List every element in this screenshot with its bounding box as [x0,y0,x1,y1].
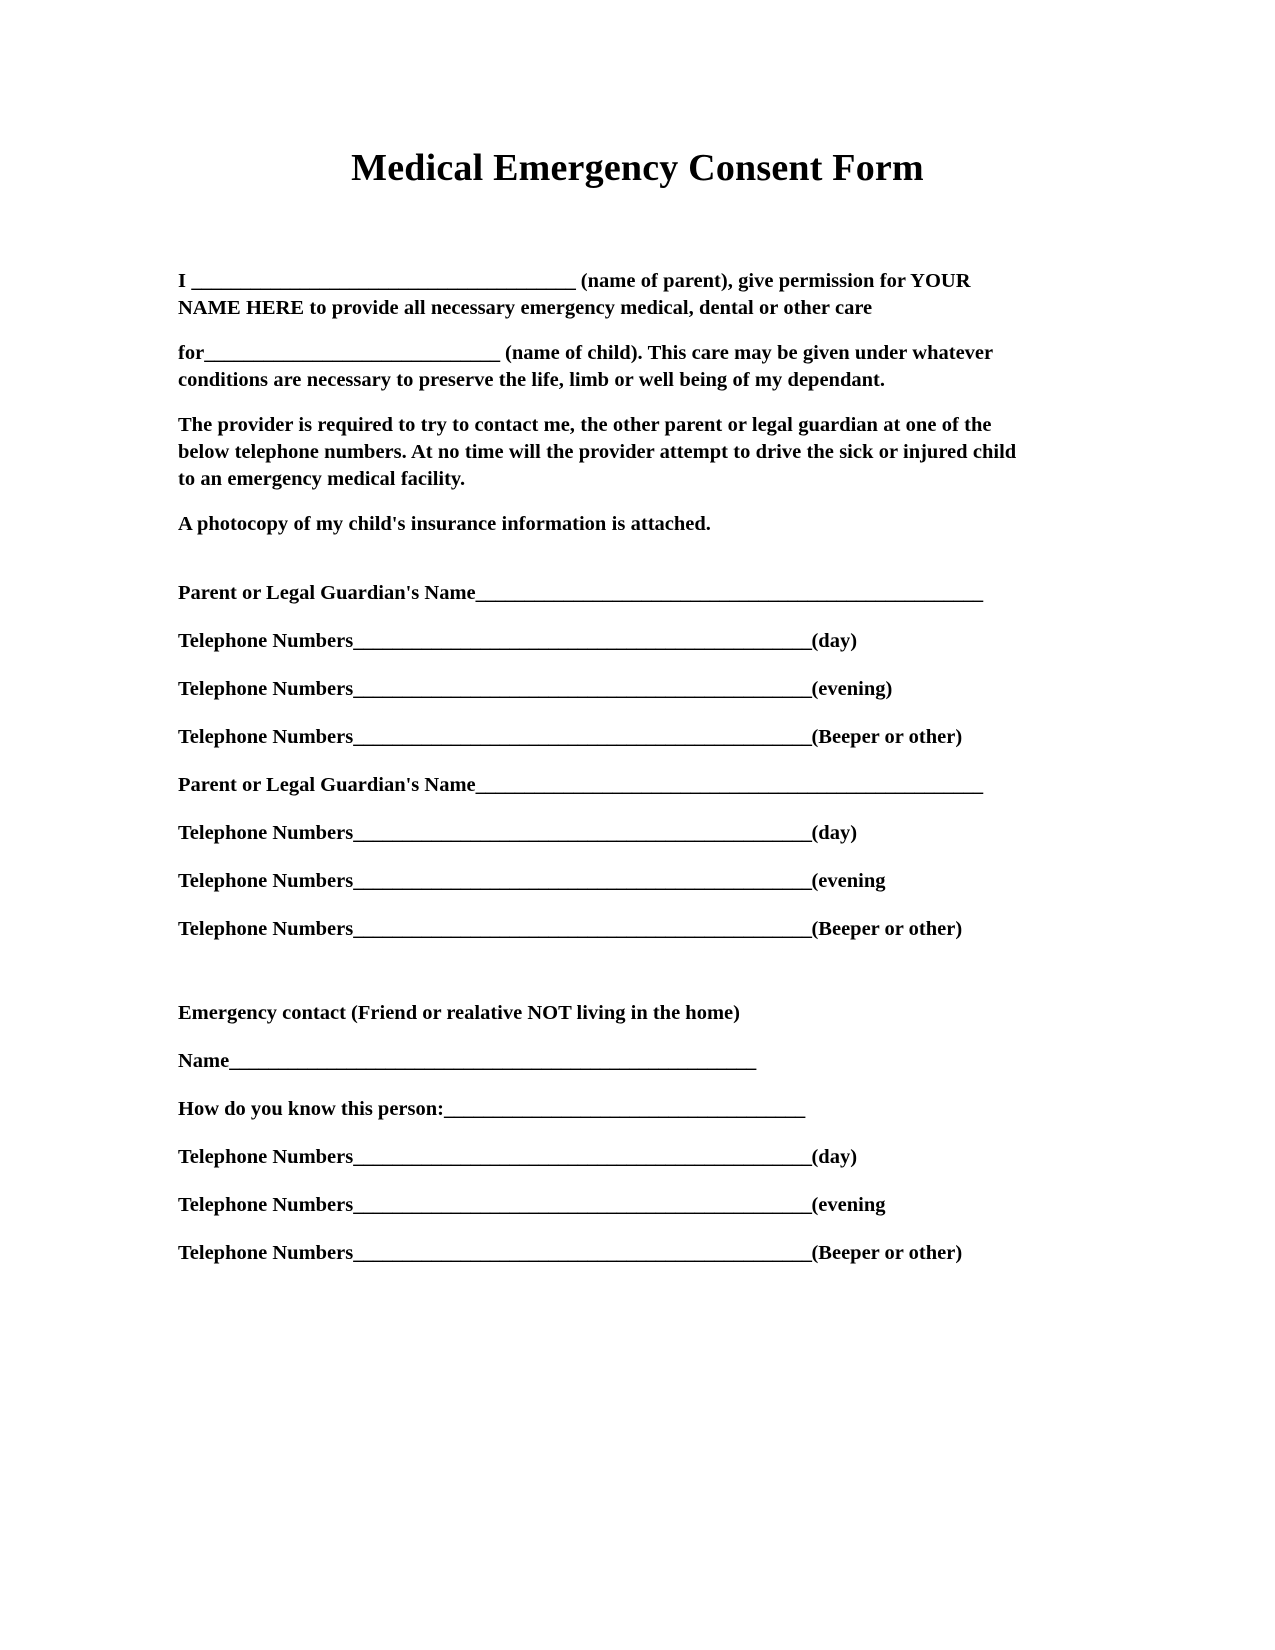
field-label: Telephone Numbers [178,1241,354,1264]
document-body [178,268,1038,1288]
provider-contact-text: The provider is required to try to contact me, the other parent or legal guardian at one of the below telephone numbers. At no time will the provider attempt to drive the sick or injured child to an emergency medical facility. [178,414,1017,490]
field-emergency-contact-phone-beeper[interactable] [178,1240,1038,1266]
field-label: Telephone Numbers [178,1193,354,1216]
field-label: Telephone Numbers [178,821,354,844]
field-blank-rule[interactable]: _______________________________________________ [353,629,812,652]
field-label: Telephone Numbers [178,917,354,940]
consent-child-text-lead: for [178,342,205,365]
field-blank-rule[interactable]: _______________________________________________ [353,821,812,844]
field-suffix: (day) [811,821,858,844]
field-suffix: (evening) [811,677,893,700]
field-guardian-1-name[interactable] [178,580,1038,606]
field-suffix: (evening [811,1193,886,1216]
paragraph-consent-child [178,340,1038,393]
field-emergency-contact-phone-day[interactable] [178,1144,1038,1170]
field-suffix: (Beeper or other) [811,1241,963,1264]
paragraph-insurance-photocopy [178,511,1038,538]
field-guardian-2-phone-day[interactable] [178,820,1038,846]
field-blank-rule[interactable]: _______________________________________________ [353,869,812,892]
consent-parent-text-tail: (name of parent), give permission for YOUR NAME HERE to provide all necessary emergency medical, dental or other care [178,270,971,319]
consent-parent-blank-rule[interactable]: _______________________________________ [191,270,576,292]
field-guardian-1-phone-day[interactable] [178,628,1038,654]
emergency-contact-heading: Emergency contact (Friend or realative NOT living in the home) [178,1001,740,1024]
field-guardian-2-phone-beeper[interactable] [178,916,1038,942]
field-blank-rule[interactable]: ____________________________________________________ [475,773,983,796]
field-guardian-1-phone-evening[interactable] [178,676,1038,702]
field-label: Telephone Numbers [178,869,354,892]
field-suffix: (day) [811,629,858,652]
field-guardian-2-phone-evening[interactable] [178,868,1038,894]
field-blank-rule[interactable]: _______________________________________________ [353,1145,812,1168]
field-emergency-contact-phone-evening[interactable] [178,1192,1038,1218]
field-label: Parent or Legal Guardian's Name [178,773,476,796]
insurance-photocopy-text: A photocopy of my child's insurance information is attached. [178,513,711,536]
field-suffix: (evening [811,869,886,892]
field-guardian-2-name[interactable] [178,772,1038,798]
field-emergency-contact-name[interactable] [178,1048,1038,1074]
field-suffix: (day) [811,1145,858,1168]
field-blank-rule[interactable]: _______________________________________________ [353,1241,812,1264]
field-blank-rule[interactable]: _______________________________________________ [353,725,812,748]
paragraph-consent-parent [178,268,1038,321]
field-label: Parent or Legal Guardian's Name [178,581,476,604]
field-label: Telephone Numbers [178,1145,354,1168]
field-guardian-1-phone-beeper[interactable] [178,724,1038,750]
field-blank-rule[interactable]: _____________________________________ [444,1097,805,1120]
field-blank-rule[interactable]: ______________________________________________________ [229,1049,756,1072]
consent-child-text-tail: (name of child). This care may be given under whatever conditions are necessary to preserve the life, limb or well being of my dependant. [178,342,993,391]
field-label: Name [178,1049,230,1072]
field-blank-rule[interactable]: _______________________________________________ [353,917,812,940]
form-fields [178,580,1038,1266]
field-label: Telephone Numbers [178,629,354,652]
paragraph-provider-contact [178,412,1038,492]
consent-parent-text-lead: I [178,270,192,292]
section-spacer [178,964,1038,1000]
field-label: How do you know this person: [178,1097,444,1120]
field-blank-rule[interactable]: _______________________________________________ [353,1193,812,1216]
consent-child-blank-rule[interactable]: ______________________________ [204,342,500,365]
field-suffix: (Beeper or other) [811,917,963,940]
field-label: Telephone Numbers [178,725,354,748]
field-emergency-contact-relationship[interactable] [178,1096,1038,1122]
field-label: Telephone Numbers [178,677,354,700]
field-suffix: (Beeper or other) [811,725,963,748]
field-blank-rule[interactable]: ____________________________________________________ [475,581,983,604]
page-title: Medical Emergency Consent Form [351,147,924,189]
field-blank-rule[interactable]: _______________________________________________ [353,677,812,700]
